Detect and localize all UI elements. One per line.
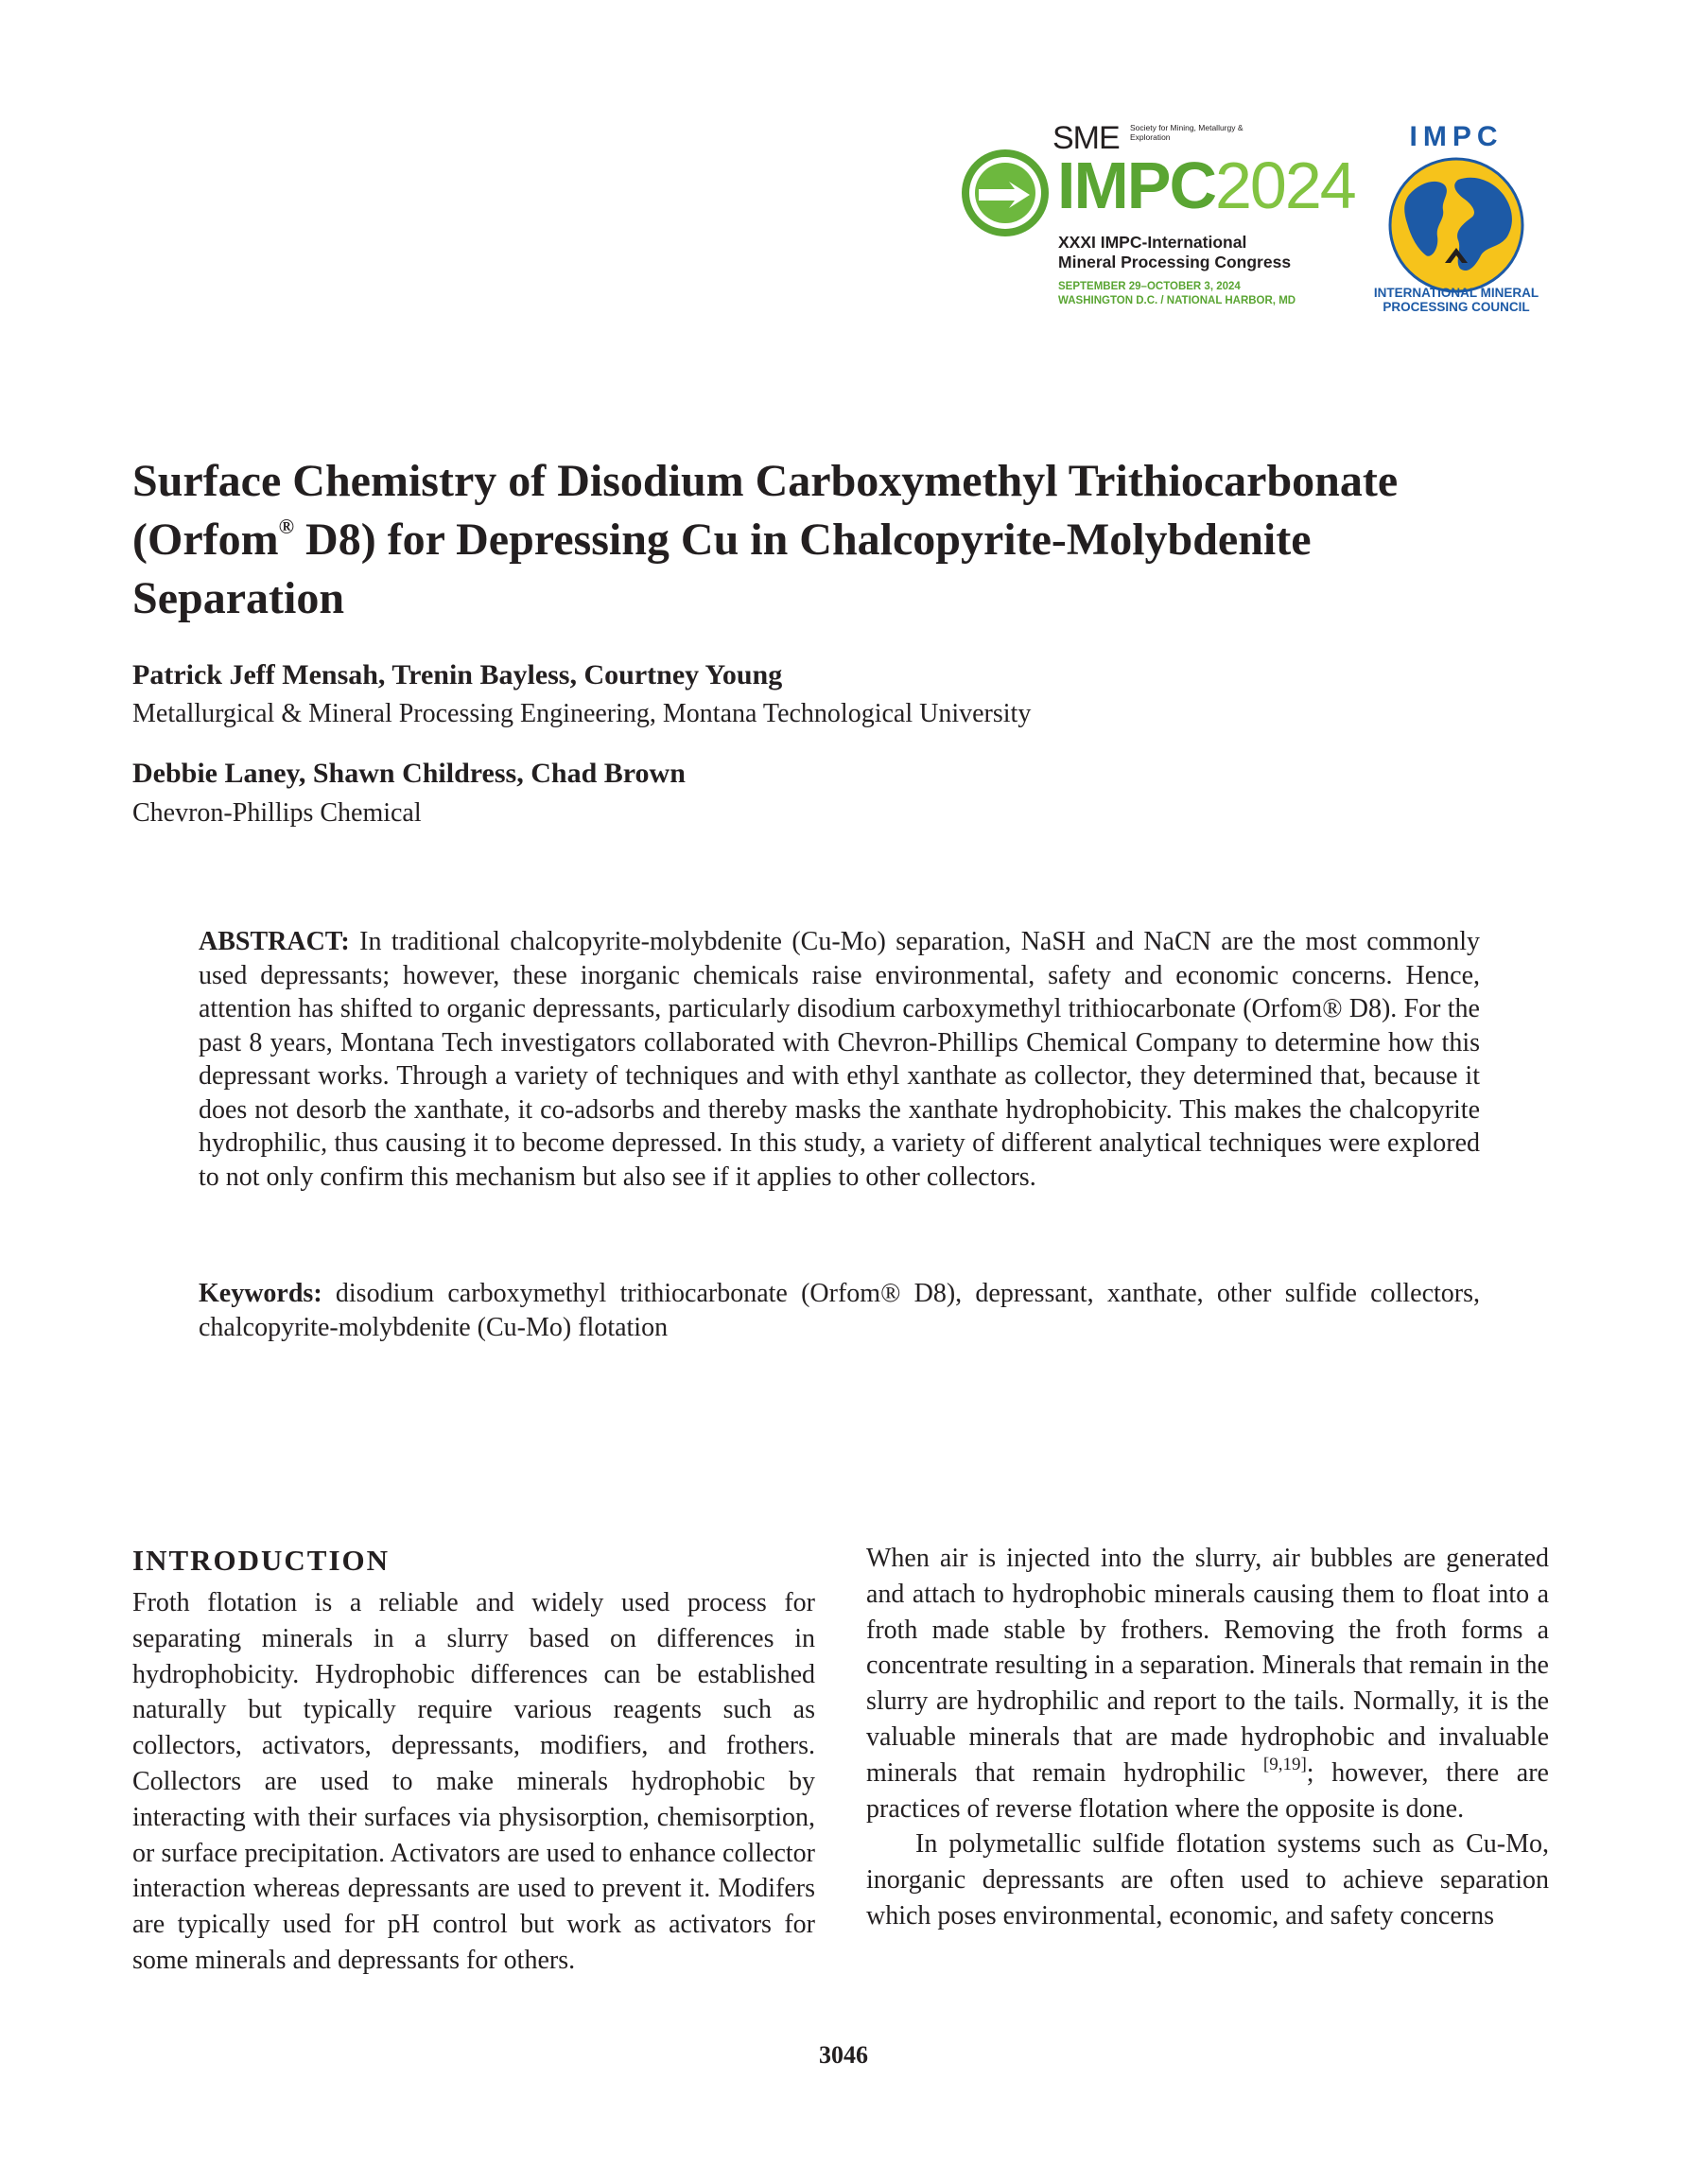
impc-word: IMPC bbox=[1057, 149, 1215, 222]
intro-paragraph-2-text-b: ; however, there are practices of reverse flotation where the opposite is done. bbox=[866, 1757, 1549, 1824]
author-list-2: Debbie Laney, Shawn Childress, Chad Brown bbox=[132, 758, 686, 789]
section-heading-introduction: INTRODUCTION bbox=[132, 1544, 391, 1577]
paper-title bbox=[132, 452, 1494, 628]
keywords-text: disodium carboxymethyl trithiocarbonate (Orfom® D8), depressant, xanthate, other sulfide collectors, chalcopyrite-molybdenite (Cu-Mo) flotation bbox=[199, 1279, 1480, 1342]
sme-impc2024-logo bbox=[960, 112, 1355, 320]
affiliation-2: Chevron-Phillips Chemical bbox=[132, 798, 422, 828]
paper-title-part2: D8) for Depressing Cu in Chalcopyrite-Molybdenite Separation bbox=[132, 515, 1312, 623]
right-column bbox=[866, 1541, 1549, 1934]
impc-council-logo bbox=[1362, 121, 1551, 320]
keywords bbox=[199, 1277, 1480, 1344]
congress-title-line2: Mineral Processing Congress bbox=[1058, 253, 1292, 271]
impc-year: 2024 bbox=[1215, 149, 1355, 222]
council-bottom-line2: PROCESSING COUNCIL bbox=[1383, 300, 1530, 314]
intro-paragraph-2-text-a: When air is injected into the slurry, air bubbles are generated and attach to hydrophobic minerals causing them to float into a froth made stable by frothers. Removing the froth forms a concentrate resulting in a separation. Minerals that remain in the slurry are hydrophilic and report to the tails. Normally, it is the valuable minerals that are made hydrophobic and invaluable minerals that remain hydrophilic bbox=[866, 1544, 1549, 1788]
congress-date-range: SEPTEMBER 29–OCTOBER 3, 2024 bbox=[1058, 281, 1241, 292]
author-list-1: Patrick Jeff Mensah, Trenin Bayless, Courtney Young bbox=[132, 659, 783, 690]
congress-title bbox=[1058, 233, 1291, 272]
intro-paragraph-1: Froth flotation is a reliable and widely used process for separating minerals in a slurry based on differences in hydrophobicity. Hydrophobic differences can be established naturally but typically require various reagents such as collectors, activators, depressants, modifiers, and frothers. Collectors are used to make minerals hydrophobic by interacting with their surfaces via physisorption, chemisorption, or surface precipitation. Activators are used to enhance collector interaction whereas depressants are used to prevent it. Modifers are typically used for pH control but work as activators for some minerals and depressants for others. bbox=[132, 1588, 815, 1975]
left-column bbox=[132, 1542, 815, 1979]
impc-circle-arrows-icon bbox=[960, 148, 1051, 238]
citation: [9,19] bbox=[1262, 1754, 1307, 1774]
intro-paragraph-2 bbox=[866, 1541, 1549, 1826]
affiliation-1: Metallurgical & Mineral Processing Engineering, Montana Technological University bbox=[132, 699, 1032, 728]
keywords-label: Keywords: bbox=[199, 1279, 322, 1308]
council-bottom-line1: INTERNATIONAL MINERAL bbox=[1373, 286, 1539, 300]
congress-dates bbox=[1058, 280, 1296, 308]
council-top-text: IMPC bbox=[1409, 121, 1504, 152]
sme-wordmark: SME bbox=[1052, 120, 1120, 156]
page-number: 3046 bbox=[819, 2041, 868, 2069]
globe-icon bbox=[1388, 157, 1524, 293]
impc2024-wordmark bbox=[1057, 148, 1355, 223]
sme-tagline: Society for Mining, Metallurgy & Exploration bbox=[1130, 123, 1244, 142]
registered-mark: ® bbox=[278, 515, 295, 538]
congress-title-line1: XXXI IMPC-International bbox=[1058, 233, 1247, 252]
abstract-label: ABSTRACT: bbox=[199, 927, 350, 956]
congress-location: WASHINGTON D.C. / NATIONAL HARBOR, MD bbox=[1058, 295, 1296, 306]
paper-title-part1: Surface Chemistry of Disodium Carboxymethyl Trithiocarbonate (Orfom bbox=[132, 456, 1399, 565]
abstract bbox=[199, 925, 1480, 1194]
intro-paragraph-3: In polymetallic sulfide flotation systems such as Cu-Mo, inorganic depressants are often used to achieve separation which poses environmental, economic, and safety concerns bbox=[866, 1829, 1549, 1931]
abstract-text: In traditional chalcopyrite-molybdenite (Cu-Mo) separation, NaSH and NaCN are the most commonly used depressants; however, these inorganic chemicals raise environmental, safety and economic concerns. Hence, attention has shifted to organic depressants, particularly disodium carboxymethyl trithiocarbonate (Orfom® D8). For the past 8 years, Montana Tech investigators collaborated with Chevron-Phillips Chemical Company to determine how this depressant works. Through a variety of techniques and with ethyl xanthate as collector, they determined that, because it does not desorb the xanthate, it co-adsorbs and thereby masks the xanthate hydrophobicity. This makes the chalcopyrite hydrophilic, thus causing it to become depressed. In this study, a variety of different analytical techniques were explored to not only confirm this mechanism but also see if it applies to other collectors. bbox=[199, 927, 1480, 1192]
council-bottom-text bbox=[1362, 286, 1551, 314]
